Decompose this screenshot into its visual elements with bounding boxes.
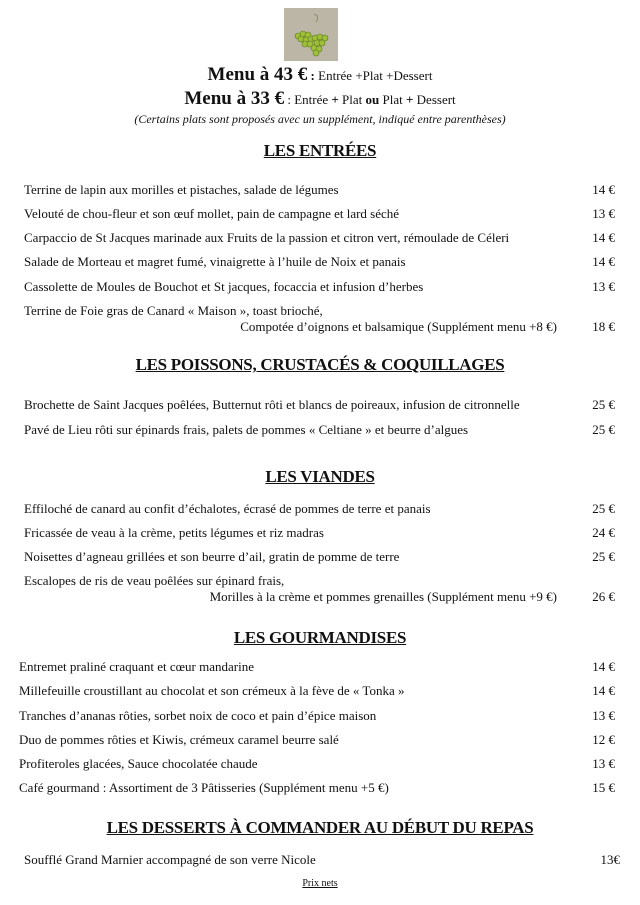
footer-prix-nets: Prix nets xyxy=(302,878,338,889)
menu-item-price: 25 € xyxy=(592,422,615,437)
menu-item-name: Entremet praliné craquant et cœur mandarine xyxy=(19,659,254,674)
menu-item-name: Carpaccio de St Jacques marinade aux Fruits de la passion et citron vert, rémoulade de Céleri xyxy=(24,230,510,245)
menu-33-or: ou xyxy=(365,92,380,107)
menu-item-price: 26 € xyxy=(592,589,615,604)
menu-item-name: Profiteroles glacées, Sauce chocolatée chaude xyxy=(19,756,258,771)
plus-sign: + xyxy=(331,92,339,107)
menu-item-price: 25 € xyxy=(592,397,615,412)
menu-item-price: 14 € xyxy=(592,254,615,269)
menu-item-name-continued: Compotée d’oignons et balsamique (Supplément menu +8 €) xyxy=(240,319,557,334)
menu-item-price: 25 € xyxy=(592,549,615,564)
supplement-note: (Certains plats sont proposés avec un supplément, indiqué entre parenthèses) xyxy=(134,112,506,126)
menu-item-price: 13 € xyxy=(592,279,615,294)
menu-item-price: 25 € xyxy=(592,501,615,516)
menu-43-description: Entrée +Plat +Dessert xyxy=(318,68,433,83)
menu-item-price: 18 € xyxy=(592,319,615,334)
menu-43-line xyxy=(0,64,640,86)
menu-item-name: Soufflé Grand Marnier accompagné de son verre Nicole xyxy=(24,852,316,867)
section-title: LES GOURMANDISES xyxy=(233,628,407,647)
menu-item-price: 13 € xyxy=(592,206,615,221)
plus-sign: + xyxy=(406,92,414,107)
menu-item-name: Terrine de lapin aux morilles et pistaches, salade de légumes xyxy=(24,182,339,197)
menu-43-separator: : xyxy=(307,68,319,83)
menu-item-name: Escalopes de ris de veau poêlées sur épinard frais, xyxy=(24,573,285,588)
menu-item-name: Noisettes d’agneau grillées et son beurre d’ail, gratin de pomme de terre xyxy=(24,549,400,564)
menu-item-price: 14 € xyxy=(592,182,615,197)
menu-33-line xyxy=(0,88,640,110)
menu-item-name: Terrine de Foie gras de Canard « Maison », toast brioché, xyxy=(24,303,323,318)
menu-item-name: Millefeuille croustillant au chocolat et son crémeux à la fève de « Tonka » xyxy=(19,683,405,698)
menu-33-desc: Dessert xyxy=(413,92,456,107)
section-title: LES VIANDES xyxy=(265,467,375,486)
menu-item-name: Salade de Morteau et magret fumé, vinaigrette à l’huile de Noix et panais xyxy=(24,254,406,269)
menu-item-price: 24 € xyxy=(592,525,615,540)
menu-item-name: Tranches d’ananas rôties, sorbet noix de coco et pain d’épice maison xyxy=(19,708,377,723)
menu-item-name: Duo de pommes rôties et Kiwis, crémeux caramel beurre salé xyxy=(19,732,339,747)
menu-item-price: 13€ xyxy=(600,852,620,867)
menu-item-name: Velouté de chou-fleur et son œuf mollet, pain de campagne et lard séché xyxy=(24,206,400,221)
grape-logo xyxy=(284,8,338,61)
menu-item-price: 13 € xyxy=(592,708,615,723)
menu-item-price: 14 € xyxy=(592,230,615,245)
menu-item-name: Effiloché de canard au confit d’échalotes, écrasé de pommes de terre et panais xyxy=(24,501,431,516)
menu-item-price: 15 € xyxy=(592,780,615,795)
menu-item-name: Pavé de Lieu rôti sur épinards frais, palets de pommes « Celtiane » et beurre d’algues xyxy=(24,422,469,437)
menu-33-desc: Plat xyxy=(338,92,366,107)
menu-33-title: Menu à 33 € xyxy=(184,88,285,109)
menu-43-title: Menu à 43 € xyxy=(207,64,308,85)
section-title: LES ENTRÉES xyxy=(263,141,377,160)
menu-item-name: Café gourmand : Assortiment de 3 Pâtisseries (Supplément menu +5 €) xyxy=(19,780,389,795)
menu-item-price: 14 € xyxy=(592,683,615,698)
section-title: LES POISSONS, CRUSTACÉS & COQUILLAGES xyxy=(135,355,505,374)
menu-item-name-continued: Morilles à la crème et pommes grenailles (Supplément menu +9 €) xyxy=(209,589,557,604)
section-title: LES DESSERTS À COMMANDER AU DÉBUT DU REPAS xyxy=(106,818,534,837)
menu-33-desc: : Entrée xyxy=(284,92,332,107)
menu-33-desc: Plat xyxy=(379,92,406,107)
menu-item-price: 12 € xyxy=(592,732,615,747)
menu-item-price: 13 € xyxy=(592,756,615,771)
menu-item-price: 14 € xyxy=(592,659,615,674)
menu-item-name: Brochette de Saint Jacques poêlées, Butternut rôti et blancs de poireaux, infusion de citronnelle xyxy=(24,397,520,412)
menu-item-name: Fricassée de veau à la crème, petits légumes et riz madras xyxy=(24,525,324,540)
menu-item-name: Cassolette de Moules de Bouchot et St jacques, focaccia et infusion d’herbes xyxy=(24,279,424,294)
